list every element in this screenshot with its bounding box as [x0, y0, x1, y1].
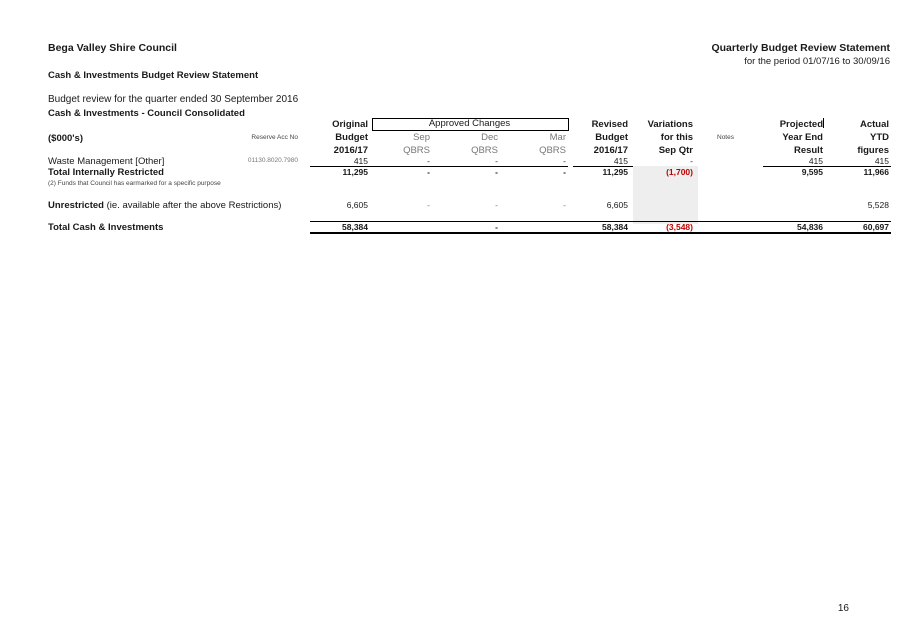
total-variations: (3,548)	[666, 222, 693, 232]
footnote: (2) Funds that Council has earmarked for a specific purpose	[48, 180, 221, 187]
period-text: for the period 01/07/16 to 30/09/16	[744, 56, 890, 67]
total-original: 58,384	[342, 222, 368, 232]
internal-original: 11,295	[342, 167, 368, 177]
unrestricted-label-rest: (ie. available after the above Restrictions)	[103, 200, 282, 211]
total-projected: 54,836	[797, 222, 823, 232]
projected-header-1: Projected	[779, 119, 823, 130]
total-dec: -	[495, 222, 498, 232]
unrestricted-mar: -	[563, 200, 566, 210]
variations-header-1: Variations	[647, 119, 693, 130]
dec-header-1: Dec	[481, 132, 498, 143]
internal-label: Total Internally Restricted	[48, 167, 164, 178]
page-number: 16	[837, 603, 849, 614]
original-header-1: Original	[332, 119, 368, 130]
waste-actual: 415	[874, 156, 889, 166]
total-label: Total Cash & Investments	[48, 222, 164, 233]
unrestricted-actual: 5,528	[867, 200, 889, 210]
dec-header-2: QBRS	[471, 145, 498, 156]
unrestricted-label	[48, 200, 281, 211]
waste-variations: -	[690, 156, 693, 166]
waste-original: 415	[353, 156, 368, 166]
waste-label: Waste Management [Other]	[48, 156, 165, 167]
waste-projected: 415	[808, 156, 823, 166]
variations-header-3: Sep Qtr	[658, 145, 693, 156]
waste-sep: -	[427, 156, 430, 166]
projected-divider	[823, 118, 824, 128]
total-line-bottom	[310, 232, 891, 234]
reserve-acc-header: Reserve Acc No	[251, 134, 298, 141]
unrestricted-dec: -	[495, 200, 498, 210]
original-header-2: Budget	[335, 132, 368, 143]
actual-header-2: YTD	[870, 132, 889, 143]
variations-header-2: for this	[660, 132, 693, 143]
notes-header: Notes	[717, 134, 734, 141]
unrestricted-revised: 6,605	[606, 200, 628, 210]
waste-dec: -	[495, 156, 498, 166]
total-actual: 60,697	[863, 222, 889, 232]
projected-header-2: Year End	[782, 132, 823, 143]
actual-header-3: figures	[857, 145, 889, 156]
internal-actual: 11,966	[863, 167, 889, 177]
internal-mar: -	[563, 167, 566, 177]
revised-header-3: 2016/17	[593, 145, 628, 156]
original-header-3: 2016/17	[333, 145, 368, 156]
waste-mar: -	[563, 156, 566, 166]
internal-sep: -	[427, 167, 430, 177]
mar-header-1: Mar	[549, 132, 566, 143]
sep-header-2: QBRS	[403, 145, 430, 156]
internal-dec: -	[495, 167, 498, 177]
section-title: Cash & Investments - Council Consolidated	[48, 108, 245, 119]
waste-acc: 01130.8020.7980	[247, 157, 298, 164]
projected-header-3: Result	[793, 145, 823, 156]
unrestricted-original: 6,605	[346, 200, 368, 210]
approved-changes-label: Approved Changes	[428, 118, 511, 129]
council-name: Bega Valley Shire Council	[48, 42, 177, 54]
sep-header-1: Sep	[413, 132, 430, 143]
internal-revised: 11,295	[602, 167, 628, 177]
total-revised: 58,384	[602, 222, 628, 232]
internal-projected: 9,595	[801, 167, 823, 177]
waste-revised: 415	[613, 156, 628, 166]
mar-header-2: QBRS	[539, 145, 566, 156]
unrestricted-label-bold: Unrestricted	[48, 200, 104, 211]
statement-title: Quarterly Budget Review Statement	[711, 42, 890, 54]
statement-subtitle: Cash & Investments Budget Review Statement	[48, 70, 259, 81]
revised-header-2: Budget	[595, 132, 628, 143]
unrestricted-sep: -	[427, 200, 430, 210]
actual-header-1: Actual	[859, 119, 889, 130]
internal-variations: (1,700)	[666, 167, 693, 177]
review-line: Budget review for the quarter ended 30 September 2016	[48, 94, 299, 105]
revised-header-1: Revised	[591, 119, 628, 130]
units-label: ($000's)	[48, 133, 84, 144]
